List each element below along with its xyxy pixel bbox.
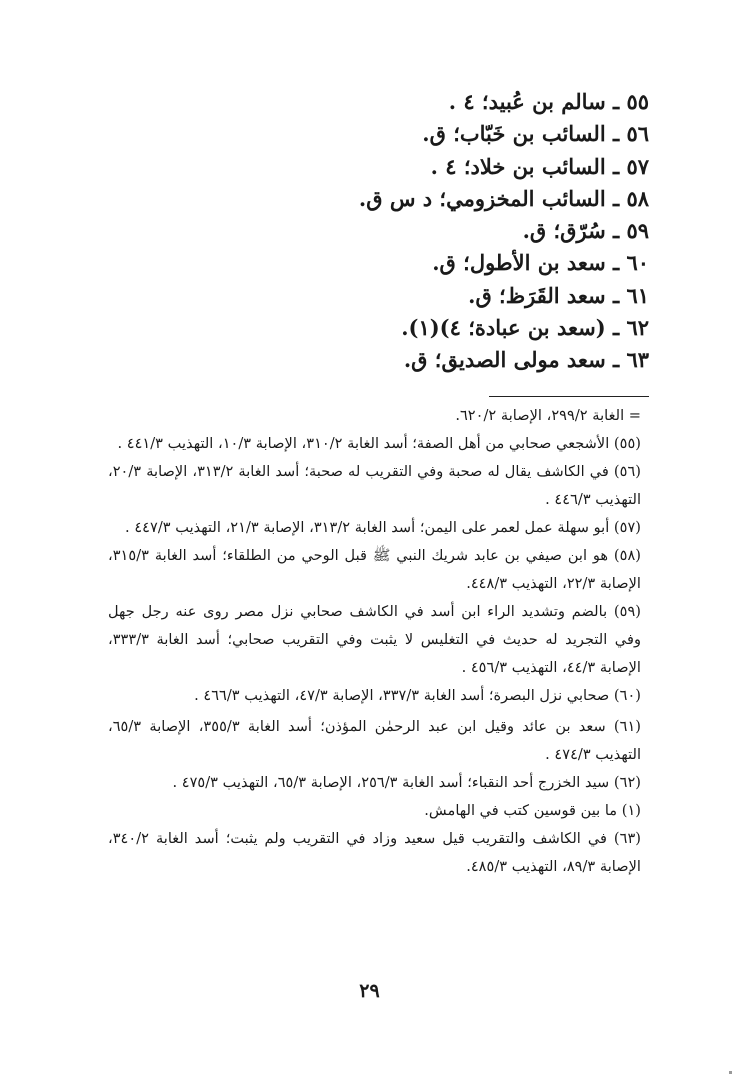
footnote-63: (٦٣) في الكاشف والتقريب قيل سعيد وزاد في التقريب ولم يثبت؛ أسد الغابة ٣٤٠/٢، الإصابة ٨٩/٣، التهذيب ٤٨٥/٣. bbox=[108, 830, 641, 875]
footnote-58: (٥٨) هو ابن صيفي بن عابد شريك النبي ﷺ قبل الوحي من الطلقاء؛ أسد الغابة ٣١٥/٣، الإصابة ٢٢/٣، التهذيب ٤٤٨/٣. bbox=[108, 547, 641, 592]
scan-mark bbox=[729, 1071, 732, 1074]
footnotes bbox=[108, 402, 641, 881]
footnote-61: (٦١) سعد بن عائد وقيل ابن عبد الرحمٰن المؤذن؛ أسد الغابة ٣٥٥/٣، الإصابة ٦٥/٣، التهذيب ٤٧٤/٣ . bbox=[108, 718, 641, 763]
narrator-list bbox=[129, 86, 649, 377]
narrator-entry-61: ٦١ ـ سعد القَرَظ؛ ق. bbox=[468, 282, 649, 308]
footnote-56: (٥٦) في الكاشف يقال له صحبة وفي التقريب له صحبة؛ أسد الغابة ٣١٣/٢، الإصابة ٢٠/٣، التهذيب ٤٤٦/٣ . bbox=[108, 463, 641, 508]
narrator-entry-57: ٥٧ ـ السائب بن خلاد؛ ٤ . bbox=[430, 153, 649, 179]
footnote-divider bbox=[489, 396, 649, 397]
footnote-60: (٦٠) صحابي نزل البصرة؛ أسد الغابة ٣٣٧/٣، الإصابة ٤٧/٣، التهذيب ٤٦٦/٣ . bbox=[194, 687, 641, 704]
narrator-entry-59: ٥٩ ـ سُرّق؛ ق. bbox=[522, 218, 649, 244]
footnote-margin-note: (١) ما بين قوسين كتب في الهامش. bbox=[424, 802, 641, 819]
footnote-59: (٥٩) بالضم وتشديد الراء ابن أسد في الكاشف صحابي نزل مصر روى عنه رجل جهل وفي التجريد له حديث في التغليس لا يثبت وفي التقريب صحابي؛ أسد الغابة ٣٣٣/٣، الإصابة ٤٤/٣، التهذيب ٤٥٦/٣ . bbox=[108, 603, 641, 676]
narrator-entry-60: ٦٠ ـ سعد بن الأطول؛ ق. bbox=[432, 250, 649, 276]
narrator-entry-63: ٦٣ ـ سعد مولى الصديق؛ ق. bbox=[403, 347, 649, 373]
footnote-62: (٦٢) سيد الخزرج أحد النقباء؛ أسد الغابة ٢٥٦/٣، الإصابة ٦٥/٣، التهذيب ٤٧٥/٣ . bbox=[172, 774, 641, 791]
footnote-continued: = الغابة ٢٩٩/٢، الإصابة ٦٢٠/٢. bbox=[455, 407, 641, 424]
narrator-entry-55: ٥٥ ـ سالم بن عُبيد؛ ٤ . bbox=[448, 89, 649, 114]
narrator-entry-62: ٦٢ ـ (سعد بن عبادة؛ ٤)(١). bbox=[401, 315, 649, 341]
narrator-entry-58: ٥٨ ـ السائب المخزومي؛ د س ق. bbox=[358, 185, 649, 211]
footnote-57: (٥٧) أبو سهلة عمل لعمر على اليمن؛ أسد الغابة ٣١٣/٢، الإصابة ٢١/٣، التهذيب ٤٤٧/٣ . bbox=[125, 519, 641, 536]
page-number: ٢٩ bbox=[359, 980, 380, 1002]
narrator-entry-56: ٥٦ ـ السائب بن خَبّاب؛ ق. bbox=[422, 121, 649, 147]
footnote-55: (٥٥) الأشجعي صحابي من أهل الصفة؛ أسد الغابة ٣١٠/٢، الإصابة ١٠/٣، التهذيب ٤٤١/٣ . bbox=[117, 435, 641, 452]
